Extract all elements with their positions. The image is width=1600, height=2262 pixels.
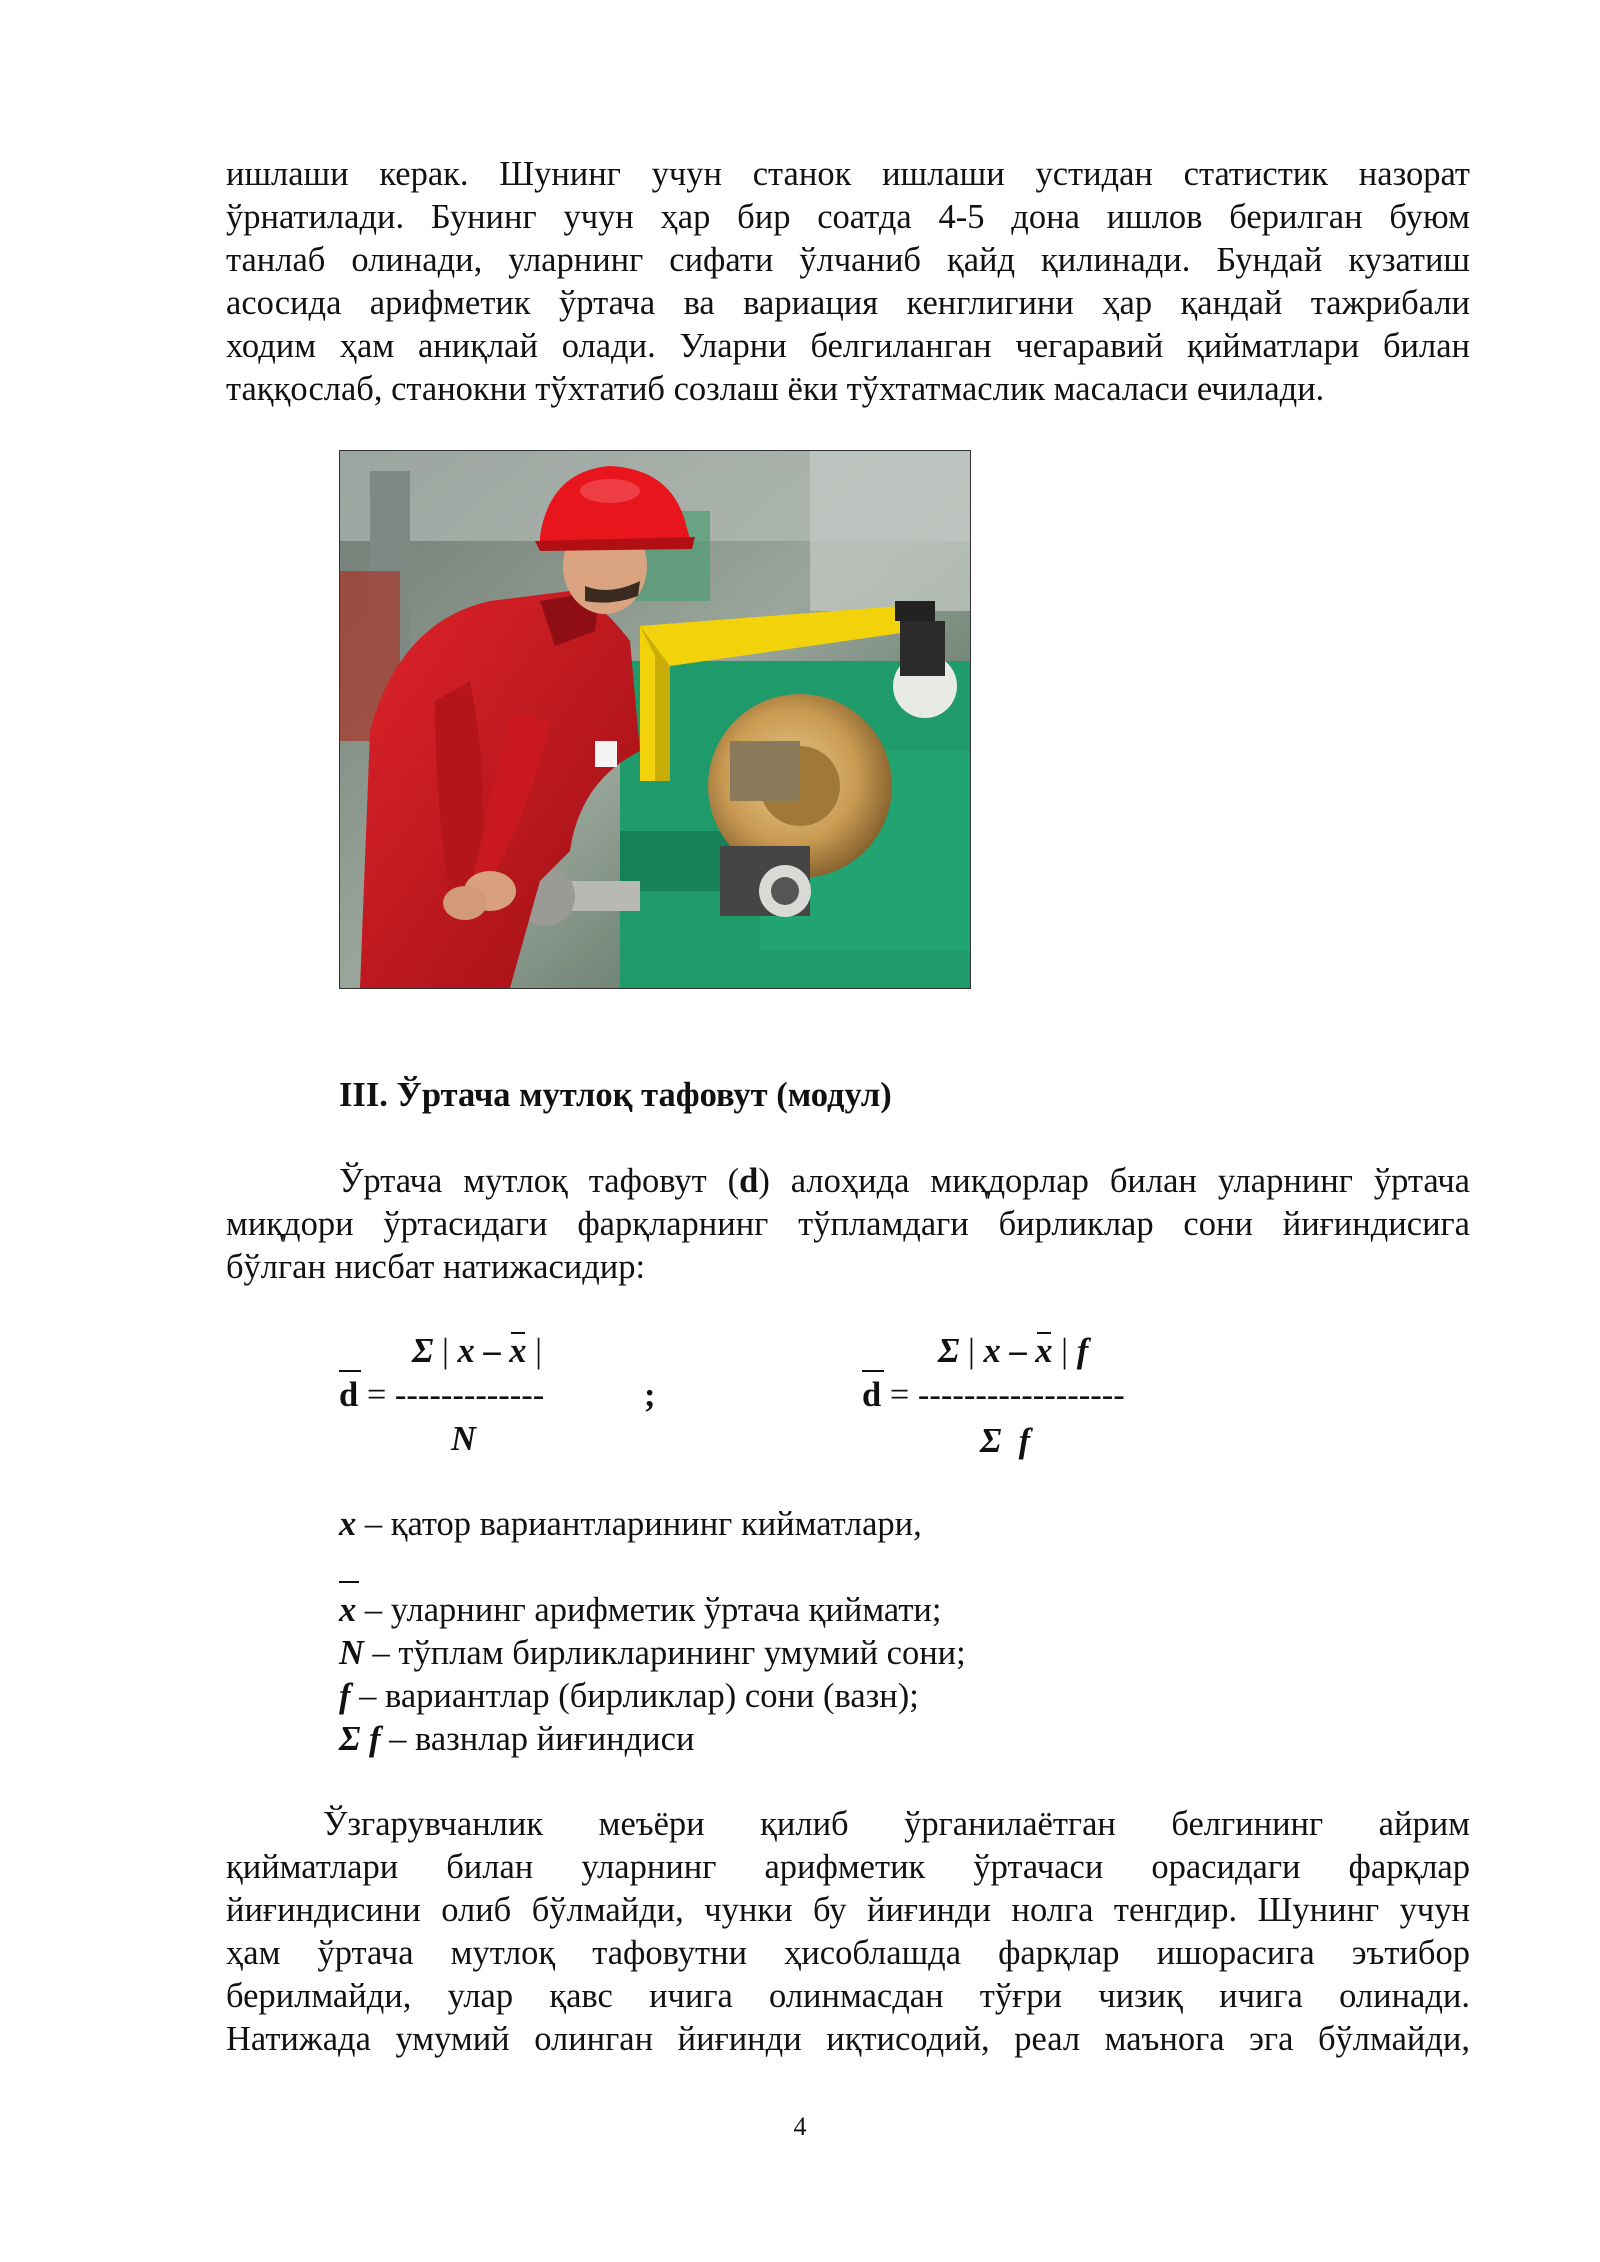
text-line: танлаб олинади, уларнинг сифати ўлчаниб қайд қилинади. Бундай кузатиш	[226, 241, 1470, 279]
x-bar-symbol: x	[509, 1330, 526, 1373]
text-span: Ўзгарувчанлик меъёри қилиб ўрганилаётган белгининг айрим	[323, 1805, 1470, 1843]
formula-separator: ;	[644, 1376, 656, 1414]
lathe-worker-photo	[339, 450, 971, 989]
legend-item	[339, 1503, 922, 1546]
text-line: қийматлари билан уларнинг арифметик ўртачаси орасидаги фарқлар	[226, 1848, 1470, 1886]
f-symbol: f	[1076, 1332, 1089, 1370]
x-symbol: x	[457, 1332, 475, 1370]
legend-symbol: f	[339, 1677, 351, 1715]
formula-text: |	[1052, 1332, 1077, 1370]
intro-paragraph	[226, 153, 1470, 411]
text-line: йиғиндисини олиб бўлмайди, чунки бу йиғинди нолга тенгдир. Шунинг учун	[226, 1891, 1470, 1929]
fraction-line: = ------------------	[881, 1376, 1125, 1414]
text-line	[226, 1803, 1470, 1846]
x-bar-line	[339, 1581, 359, 1583]
definition-text: Ўртача мутлоқ тафовут (	[339, 1162, 740, 1200]
d-bar-line	[862, 1370, 884, 1372]
text-line: ишлаши керак. Шунинг учун станок ишлаши устидан статистик назорат	[226, 155, 1470, 193]
sigma-symbol: Σ	[412, 1332, 434, 1370]
legend-symbol: N	[339, 1634, 364, 1672]
legend-symbol: x	[339, 1591, 357, 1629]
legend-text: – уларнинг арифметик ўртача қиймати;	[356, 1591, 942, 1629]
formula-text: |	[526, 1332, 543, 1370]
legend-item	[339, 1675, 919, 1718]
formula-text: –	[474, 1332, 510, 1370]
legend-text: – вариантлар (бирликлар) сони (вазн);	[350, 1677, 919, 1715]
formula-text: –	[1000, 1332, 1036, 1370]
d-symbol: d	[339, 1376, 359, 1414]
formula-1-numerator	[412, 1330, 542, 1373]
text-line	[226, 1160, 1470, 1203]
text-line: ҳам ўртача мутлоқ тафовутни ҳисоблашда фарқлар ишорасига эътибор	[226, 1934, 1470, 1972]
legend-text: – тўплам бирликларининг умумий сони;	[363, 1634, 966, 1672]
text-line: асосида арифметик ўртача ва вариация кенглигини ҳар қандай тажрибали	[226, 284, 1470, 322]
legend-item	[339, 1632, 966, 1675]
text-line: таққослаб, станокни тўхтатиб созлаш ёки тўхтатмаслик масаласи ечилади.	[226, 370, 1325, 408]
explanation-paragraph	[226, 1803, 1470, 2061]
legend-item	[339, 1718, 694, 1761]
text-line: берилмайди, улар қавс ичига олинмасдан тўғри чизиқ ичига олинади.	[226, 1977, 1470, 2015]
legend-text: – вазнлар йиғиндиси	[380, 1720, 695, 1758]
fraction-line: = -------------	[358, 1376, 545, 1414]
formula-2-denominator	[980, 1420, 1030, 1463]
text-line: ходим ҳам аниқлай олади. Уларни белгиланган чегаравий қийматлари билан	[226, 327, 1470, 365]
definition-paragraph	[226, 1160, 1470, 1289]
legend-item	[339, 1589, 941, 1632]
x-bar-symbol: x	[1035, 1330, 1052, 1373]
text-line: миқдори ўртасидаги фарқларнинг тўпламдаги бирликлар сони йиғиндисига	[226, 1205, 1470, 1243]
f-symbol: f	[1018, 1422, 1031, 1460]
formula-2-lhs	[862, 1374, 1125, 1417]
d-symbol: d	[862, 1376, 882, 1414]
text-line: бўлган нисбат натижасидир:	[226, 1248, 646, 1286]
legend-text: – қатор вариантларининг кийматлари,	[356, 1505, 922, 1543]
formula-1-denominator: N	[451, 1420, 476, 1458]
legend-symbol: x	[339, 1505, 357, 1543]
formula-2-numerator	[938, 1330, 1088, 1373]
text-line: ўрнатилади. Бунинг учун ҳар бир соатда 4-5 дона ишлов берилган буюм	[226, 198, 1470, 236]
d-bar-line	[339, 1370, 361, 1372]
formula-1-lhs	[339, 1374, 544, 1417]
x-symbol: x	[983, 1332, 1001, 1370]
legend-symbol: Σ f	[339, 1720, 381, 1758]
sigma-symbol: Σ	[980, 1422, 1002, 1460]
formula-text: |	[959, 1332, 984, 1370]
sigma-symbol: Σ	[938, 1332, 960, 1370]
section-heading: III. Ўртача мутлоқ тафовут (модул)	[339, 1076, 892, 1114]
formula-text: |	[433, 1332, 458, 1370]
d-bar-symbol: d	[739, 1160, 758, 1203]
page-number: 4	[793, 2112, 807, 2141]
definition-text: ) алоҳида миқдорлар билан уларнинг ўртача	[758, 1162, 1470, 1200]
text-line: Натижада умумий олинган йиғинди иқтисодий, реал маънога эга бўлмайди,	[226, 2020, 1470, 2058]
